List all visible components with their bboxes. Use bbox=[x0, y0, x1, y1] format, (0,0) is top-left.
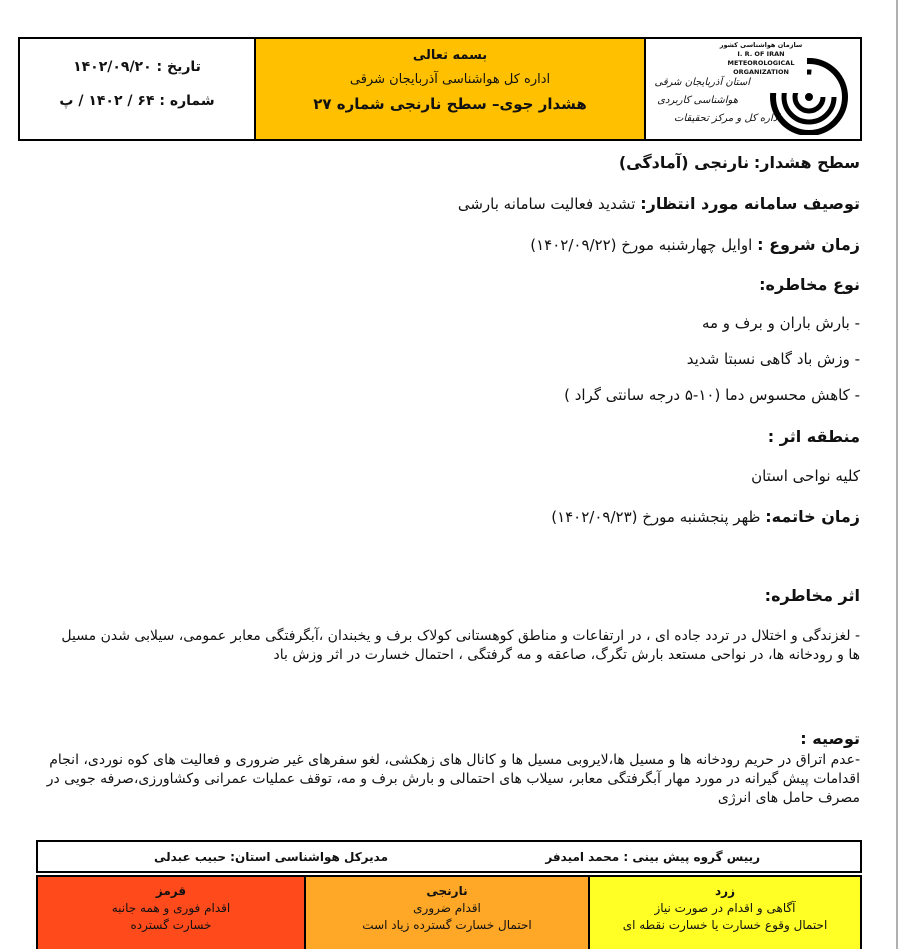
stamp-line-1: استان آذربایجان شرقی bbox=[654, 77, 750, 88]
warning-level-value: نارنجی (آمادگی) bbox=[618, 153, 750, 172]
org-name-fa: سازمان هواشناسی کشور bbox=[719, 41, 803, 49]
bismillah: بسمه تعالی bbox=[412, 48, 488, 63]
area-label: منطقه اثر : bbox=[767, 427, 860, 446]
org-name-en-3: ORGANIZATION bbox=[733, 68, 789, 76]
letter-number: شماره : ۶۴ / ۱۴۰۲ / پ bbox=[59, 93, 215, 109]
page-edge-rule bbox=[896, 0, 898, 949]
hazard-item: - بارش باران و برف و مه bbox=[701, 314, 860, 332]
forecast-head: رییس گروه پیش بینی : محمد امیدفر bbox=[545, 850, 760, 864]
advice-label: توصیه : bbox=[800, 729, 860, 748]
effect-text: - لغزندگی و اختلال در تردد جاده ای ، در ارتفاعات و مناطق کوهستانی کولاک برف و یخبندان ،آبگرفتگی معابر عمومی، سیلابی شدن مسیل ها و رودخانه ها، در نواحی مستعد بارش تگرگ، صاعقه و مه گرفتگی ، احتمال خسارت در اثر وزش باد bbox=[61, 628, 860, 663]
legend-yellow-line1: آگاهی و اقدام در صورت نیاز bbox=[654, 901, 796, 915]
warning-level-line bbox=[619, 153, 860, 172]
effect-label-line bbox=[765, 586, 860, 605]
warning-level-legend bbox=[36, 875, 862, 949]
org-name-en-1: I. R. OF IRAN bbox=[737, 50, 785, 58]
stamp-line-3: اداره کل و مرکز تحقیقات bbox=[674, 113, 780, 124]
title-cell bbox=[256, 39, 646, 139]
legend-red-line1: اقدام فوری و همه جانبه bbox=[111, 901, 231, 915]
legend-red-name: قرمز bbox=[155, 884, 187, 898]
org-name-en-2: METEOROLOGICAL bbox=[727, 59, 795, 67]
signature-row bbox=[36, 840, 862, 873]
start-time-label: زمان شروع : bbox=[757, 235, 860, 254]
legend-orange-line2: احتمال خسارت گسترده زیاد است bbox=[362, 918, 532, 932]
area-value: کلیه نواحی استان bbox=[751, 467, 860, 485]
legend-red bbox=[38, 877, 306, 949]
start-time-line bbox=[530, 235, 860, 254]
hazard-type-line bbox=[759, 275, 860, 294]
stamp-line-2: هواشناسی کاربردی bbox=[657, 95, 738, 106]
area-label-line bbox=[768, 427, 860, 446]
effect-label: اثر مخاطره: bbox=[764, 586, 860, 605]
legend-yellow-line2: احتمال وقوع خسارت یا خسارت نقطه ای bbox=[622, 918, 828, 932]
hazard-item: - کاهش محسوس دما (۱۰-۵ درجه سانتی گراد ) bbox=[564, 386, 860, 404]
legend-yellow bbox=[590, 877, 860, 949]
logo-cell bbox=[646, 39, 860, 139]
letter-date: تاریخ : ۱۴۰۲/۰۹/۲۰ bbox=[73, 59, 201, 75]
warning-level-label: سطح هشدار: bbox=[753, 153, 860, 172]
legend-orange-name: نارنجی bbox=[426, 884, 468, 898]
hazard-item: - وزش باد گاهی نسبتا شدید bbox=[686, 350, 860, 368]
director-name: مدیرکل هواشناسی استان: حبیب عبدلی bbox=[154, 850, 389, 864]
end-time-value: ظهر پنجشنبه مورخ (۱۴۰۲/۰۹/۲۳) bbox=[551, 508, 761, 526]
legend-orange-line1: اقدام ضروری bbox=[413, 901, 481, 915]
start-time-value: اوایل چهارشنبه مورخ (۱۴۰۲/۰۹/۲۲) bbox=[530, 236, 753, 254]
end-time-label: زمان خاتمه: bbox=[765, 507, 860, 526]
date-number-cell bbox=[20, 39, 256, 139]
system-label: توصیف سامانه مورد انتظار: bbox=[640, 194, 860, 213]
system-value: تشدید فعالیت سامانه بارشی bbox=[457, 195, 636, 213]
advice-label-line bbox=[800, 729, 860, 748]
letterhead bbox=[18, 37, 862, 141]
legend-orange bbox=[306, 877, 590, 949]
end-time-line bbox=[551, 507, 860, 526]
office-name: اداره کل هواشناسی آذربایجان شرقی bbox=[349, 72, 551, 87]
system-line bbox=[458, 194, 860, 213]
hazard-type-label: نوع مخاطره: bbox=[759, 275, 860, 294]
legend-yellow-name: زرد bbox=[715, 884, 735, 898]
warning-title: هشدار جوی– سطح نارنجی شماره ۲۷ bbox=[313, 95, 587, 113]
advice-text: -عدم اتراق در حریم رودخانه ها و مسیل ها،لایروبی مسیل ها و کانال های زهکشی، لغو سفرهای غیر ضروری و فعالیت های کوه نوردی، انجام اقدامات پیش گیرانه در مورد مهار آبگرفتگی معابر، سیلاب های احتمالی و بارش برف و مه، توقف عملیات عمرانی وکشاورزی،صرفه جویی در مصرف حامل های انرژی bbox=[46, 752, 860, 806]
legend-red-line2: خسارت گسترده bbox=[130, 918, 212, 932]
